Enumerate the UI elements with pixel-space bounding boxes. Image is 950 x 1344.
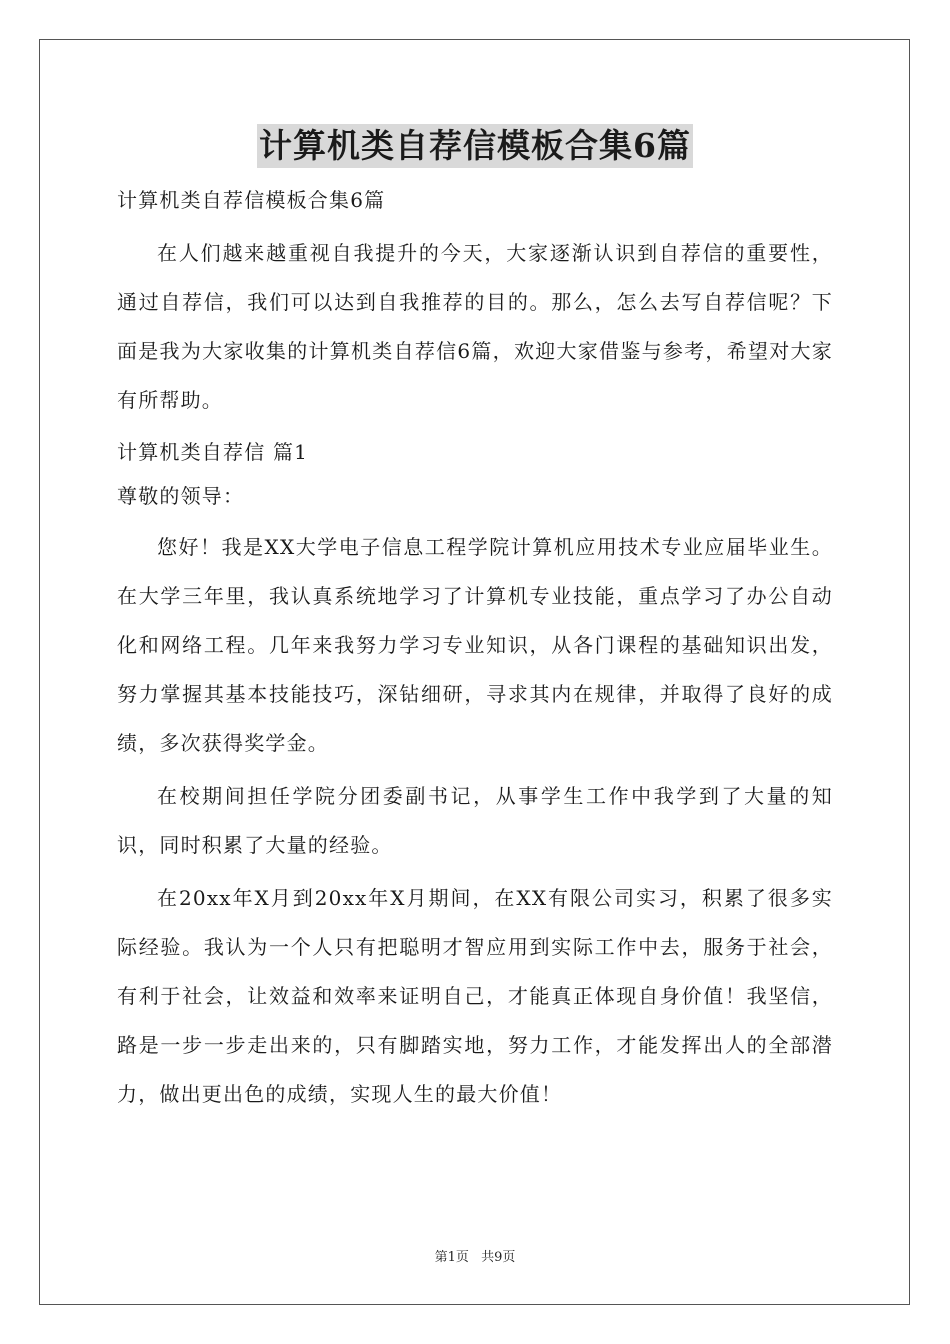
document-title: 计算机类自荐信模板合集6篇 — [257, 124, 693, 168]
document-subtitle: 计算机类自荐信模板合集6篇 — [117, 188, 386, 212]
intro-paragraph: 在人们越来越重视自我提升的今天，大家逐渐认识到自荐信的重要性，通过自荐信，我们可以达到自我推荐的目的。那么，怎么去写自荐信呢？下面是我为大家收集的计算机类自荐信6篇，欢迎大家借鉴与参考，希望对大家有所帮助。 — [117, 241, 833, 412]
body-paragraph-1: 您好！我是XX大学电子信息工程学院计算机应用技术专业应届毕业生。在大学三年里，我认真系统地学习了计算机专业技能，重点学习了办公自动化和网络工程。几年来我努力学习专业知识，从各门课程的基础知识出发，努力掌握其基本技能技巧，深钻细研，寻求其内在规律，并取得了良好的成绩，多次获得奖学金。 — [117, 535, 833, 755]
page-footer — [0, 1246, 950, 1265]
section-heading: 计算机类自荐信 篇1 — [117, 440, 309, 464]
body-paragraph-3: 在20xx年X月到20xx年X月期间，在XX有限公司实习，积累了很多实际经验。我认为一个人只有把聪明才智应用到实际工作中去，服务于社会，有利于社会，让效益和效率来证明自己，才能真正体现自身价值！我坚信，路是一步一步走出来的，只有脚踏实地，努力工作，才能发挥出人的全部潜力，做出更出色的成绩，实现人生的最大价值！ — [117, 886, 833, 1106]
page-total: 共9页 — [481, 1250, 516, 1265]
page-number: 第1页 — [434, 1250, 469, 1265]
salutation: 尊敬的领导： — [117, 484, 245, 508]
document-body — [117, 183, 833, 1123]
title-container — [0, 124, 950, 168]
body-paragraph-2: 在校期间担任学院分团委副书记，从事学生工作中我学到了大量的知识，同时积累了大量的经验。 — [117, 784, 833, 857]
